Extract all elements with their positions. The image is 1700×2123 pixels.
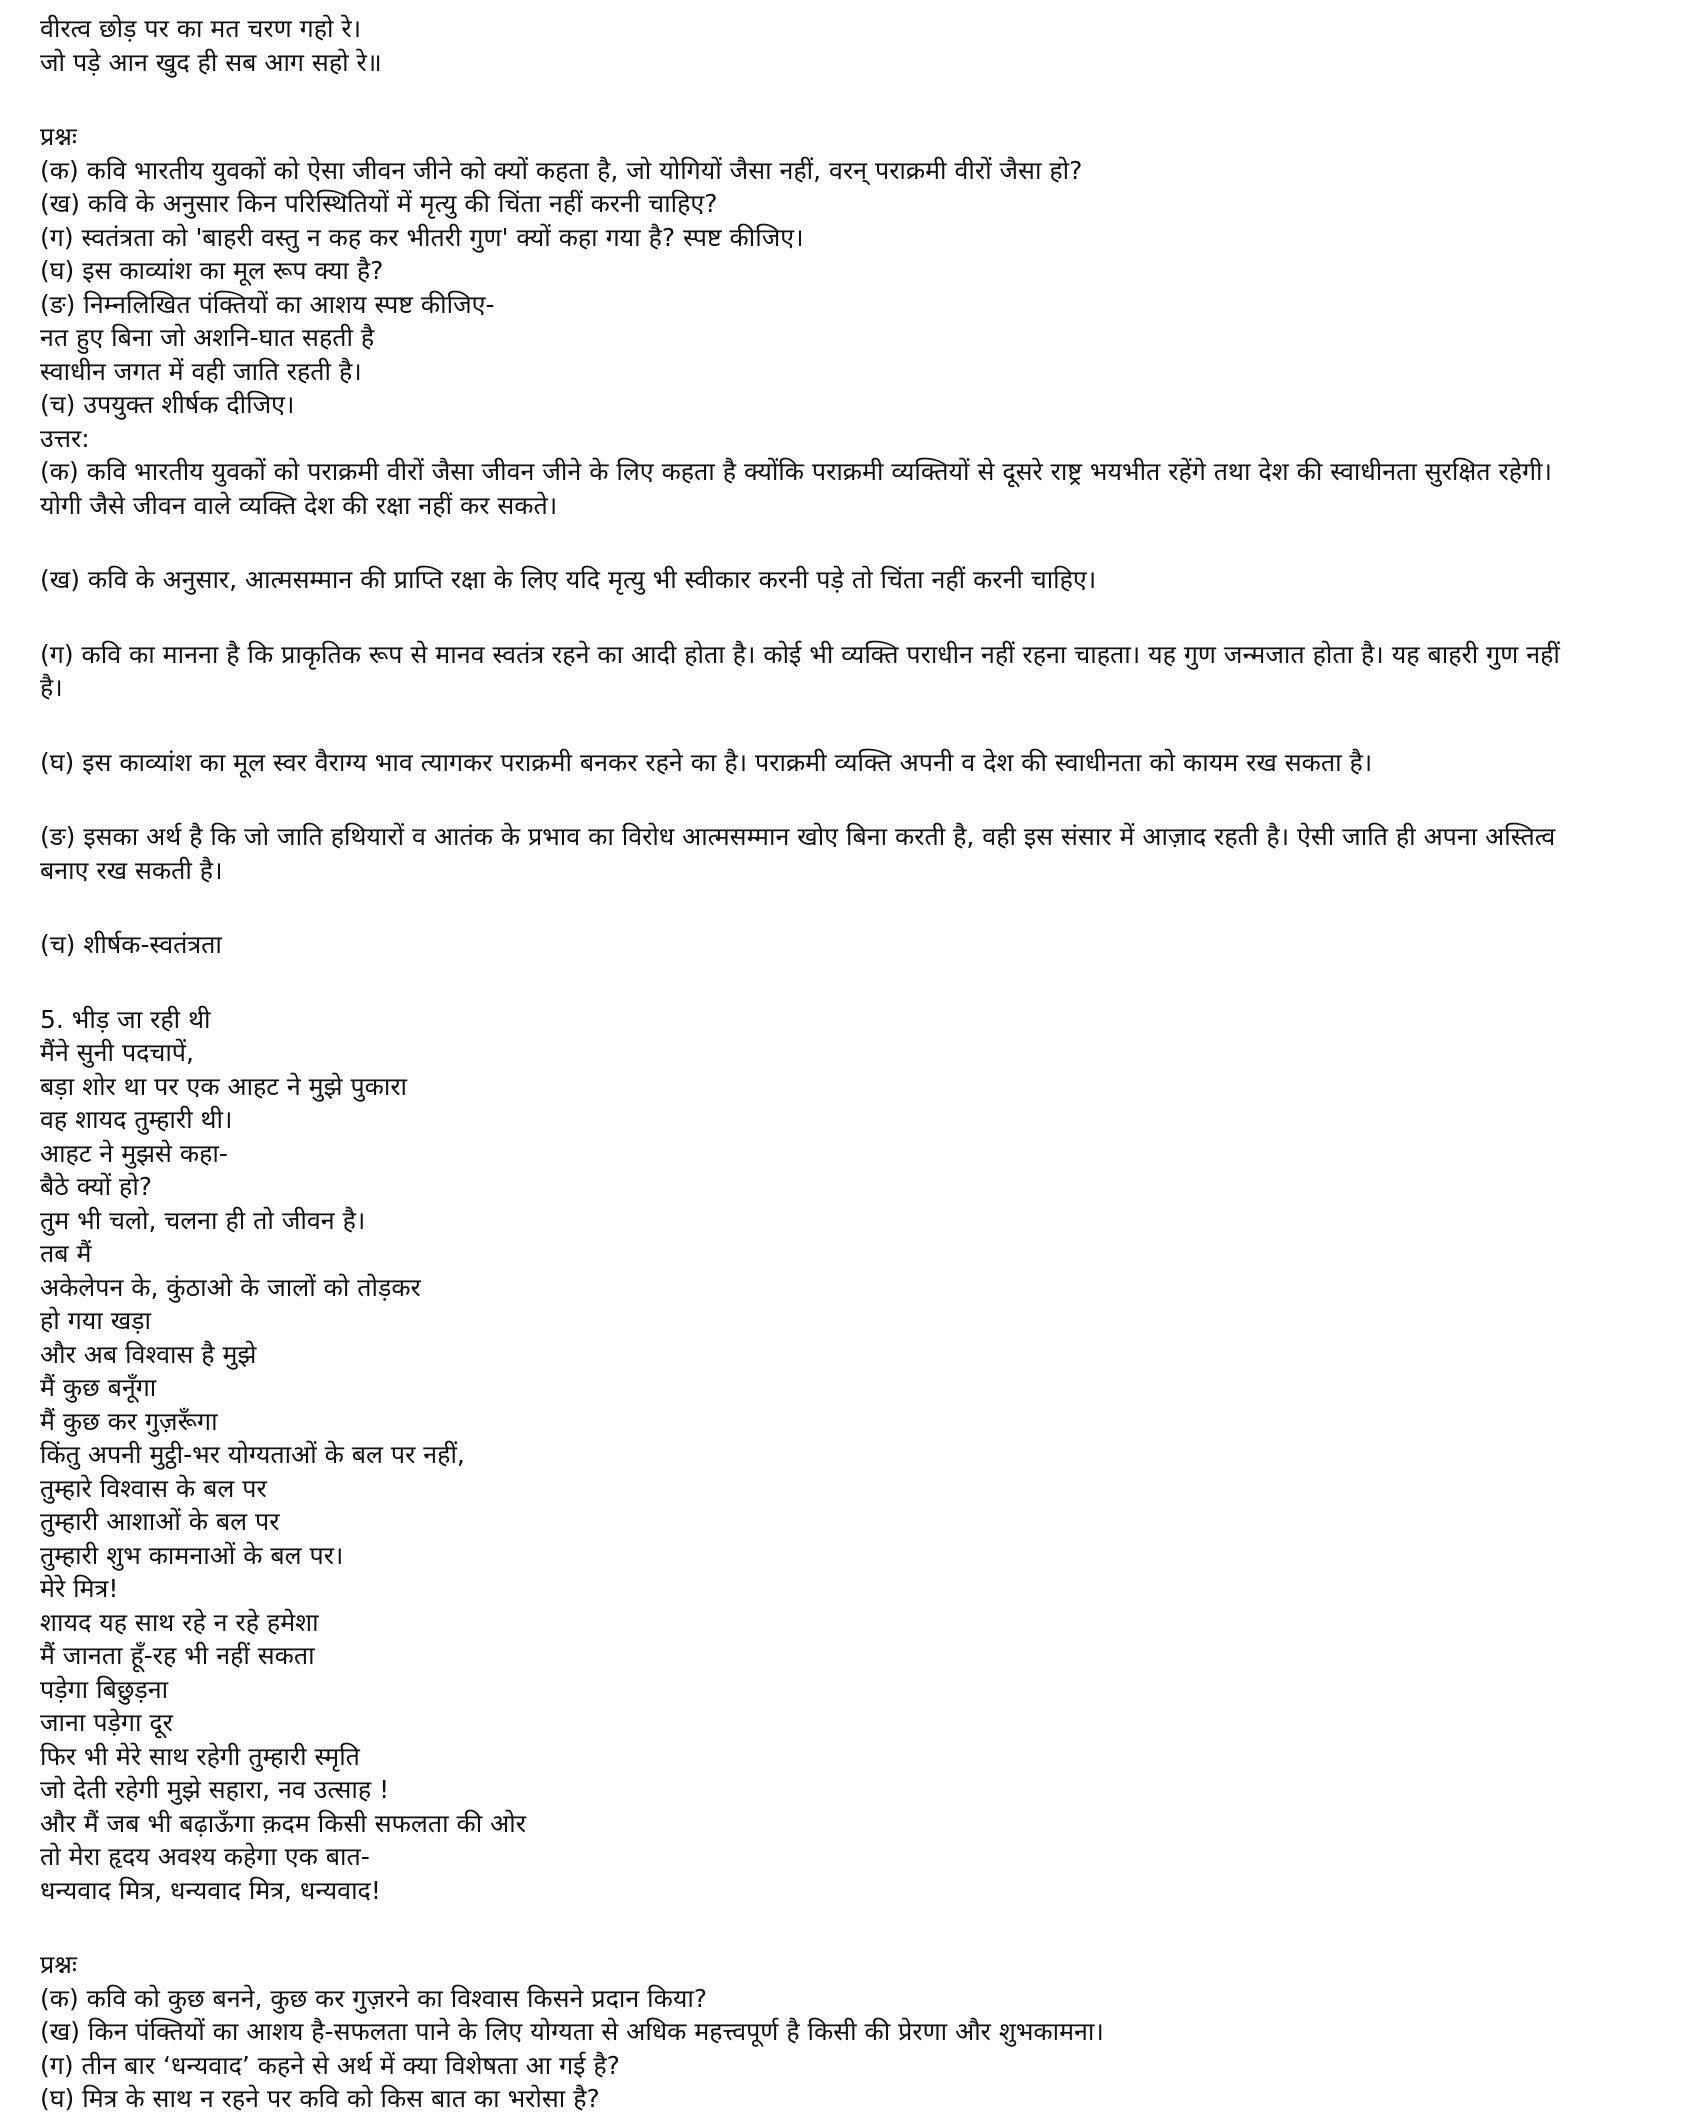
poem-line: वीरत्व छोड़ पर का मत चरण गहो रे।	[40, 14, 362, 43]
poem-line: वह शायद तुम्हारी थी।	[40, 1105, 233, 1134]
poem-line: मैंने सुनी पदचापें,	[40, 1038, 194, 1067]
answer-cha: (च) शीर्षक-स्वतंत्रता	[40, 930, 222, 959]
question-item: (क) कवि को कुछ बनने, कुछ कर गुज़रने का विश्वास किसने प्रदान किया?	[40, 1983, 708, 2013]
question-item: (घ) इस काव्यांश का मूल रूप क्या है?	[40, 256, 384, 285]
question-item: (ग) तीन बार ‘धन्यवाद’ कहने से अर्थ में क्या विशेषता आ गई है?	[40, 2050, 620, 2080]
question-item: (क) कवि भारतीय युवकों को ऐसा जीवन जीने को क्यों कहता है, जो योगियों जैसा नहीं, वरन् पराक्रमी वीरों जैसा हो?	[40, 155, 1083, 185]
poem-line: फिर भी मेरे साथ रहेगी तुम्हारी स्मृति	[40, 1741, 360, 1771]
answer-nga-line: बनाए रख सकती है।	[40, 855, 223, 885]
poem-line: जो पड़े आन खुद ही सब आग सहो रे॥	[40, 47, 382, 77]
poem-end	[40, 12, 1665, 79]
question-item: (ख) कवि के अनुसार किन परिस्थितियों में मृत्यु की चिंता नहीं करनी चाहिए?	[40, 189, 718, 218]
poem-line: मैं जानता हूँ-रह भी नहीं सकता	[40, 1641, 315, 1670]
spacer	[40, 79, 1665, 120]
poem-line: तुम्हारी आशाओं के बल पर	[40, 1507, 280, 1536]
poem-line: शायद यह साथ रहे न रहे हमेशा	[40, 1607, 319, 1637]
poem-line: जो देती रहेगी मुझे सहारा, नव उत्साह !	[40, 1775, 390, 1804]
answer-gha: (घ) इस काव्यांश का मूल स्वर वैराग्य भाव त्यागकर पराक्रमी बनकर रहने का है। पराक्रमी व्यक्ति अपनी व देश की स्वाधीनता को कायम रख सकता है।	[40, 747, 1373, 777]
answer-ka-line: (क) कवि भारतीय युवकों को पराक्रमी वीरों जैसा जीवन जीने के लिए कहता है क्योंकि पराक्रमी व्यक्तियों से दूसरे राष्ट्र भयभीत रहेंगे तथा देश की स्वाधीनता सुरक्षित रहेगी।	[40, 457, 1552, 486]
poem-line: तब मैं	[40, 1239, 92, 1268]
spacer	[40, 522, 1665, 563]
poem-line: जाना पड़ेगा दूर	[40, 1708, 173, 1737]
questions-block-1	[40, 120, 1665, 422]
poem-line: किंतु अपनी मुट्ठी-भर योग्यताओं के बल पर नहीं,	[40, 1440, 465, 1469]
poem-line: मैं कुछ बनूँगा	[40, 1373, 157, 1402]
question-item: (च) उपयुक्त शीर्षक दीजिए।	[40, 390, 295, 419]
poem-line: धन्यवाद मित्र, धन्यवाद मित्र, धन्यवाद!	[40, 1875, 381, 1905]
question-item: (ङ) निम्नलिखित पंक्तियों का आशय स्पष्ट कीजिए-	[40, 289, 495, 319]
answers-heading: उत्तर:	[40, 423, 90, 453]
answer-ga-line: (ग) कवि का मानना है कि प्राकृतिक रूप से मानव स्वतंत्र रहने का आदी होता है। कोई भी व्यक्ति पराधीन नहीं रहना चाहता। यह गुण जन्मजात होता है। यह बाहरी गुण नहीं	[40, 639, 1560, 669]
poem-5	[40, 1003, 1665, 1908]
poem-line: अकेलेपन के, कुंठाओ के जालों को तोड़कर	[40, 1272, 421, 1302]
questions-heading: प्रश्नः	[40, 122, 77, 151]
poem-line: बैठे क्यों हो?	[40, 1172, 153, 1201]
quoted-line: स्वाधीन जगत में वही जाति रहती है।	[40, 356, 362, 386]
answer-kha: (ख) कवि के अनुसार, आत्मसम्मान की प्राप्ति रक्षा के लिए यदि मृत्यु भी स्वीकार करनी पड़े तो चिंता नहीं करनी चाहिए।	[40, 565, 1097, 594]
questions-heading: प्रश्नः	[40, 1950, 77, 1979]
spacer	[40, 1907, 1665, 1948]
question-item: (ग) स्वतंत्रता को 'बाहरी वस्तु न कह कर भीतरी गुण' क्यों कहा गया है? स्पष्ट कीजिए।	[40, 222, 804, 252]
poem-line: तो मेरा हृदय अवश्य कहेगा एक बात-	[40, 1842, 370, 1871]
question-item: (घ) मित्र के साथ न रहने पर कवि को किस बात का भरोसा है?	[40, 2084, 600, 2113]
poem-line: बड़ा शोर था पर एक आहट ने मुझे पुकारा	[40, 1071, 408, 1101]
poem-line: आहट ने मुझसे कहा-	[40, 1138, 228, 1168]
poem-line: तुम्हारे विश्वास के बल पर	[40, 1473, 267, 1503]
spacer	[40, 779, 1665, 820]
spacer	[40, 887, 1665, 928]
poem-line: पड़ेगा बिछुड़ना	[40, 1674, 169, 1704]
document-page	[40, 12, 1665, 2116]
spacer	[40, 705, 1665, 746]
poem-line: मैं कुछ कर गुज़रूँगा	[40, 1406, 218, 1436]
questions-block-2	[40, 1948, 1665, 2116]
poem-line: मेरे मित्र!	[40, 1574, 119, 1603]
spacer	[40, 962, 1665, 1003]
poem-line: हो गया खड़ा	[40, 1306, 151, 1335]
poem-line: तुम भी चलो, चलना ही तो जीवन है।	[40, 1205, 366, 1235]
answer-ga-line: है।	[40, 673, 63, 702]
question-item: (ख) किन पंक्तियों का आशय है-सफलता पाने के लिए योग्यता से अधिक महत्त्वपूर्ण है किसी की प्रेरणा और शुभकामना।	[40, 2017, 1104, 2046]
answers-block-1	[40, 422, 1665, 962]
poem-line: और मैं जब भी बढ़ाऊँगा क़दम किसी सफलता की ओर	[40, 1808, 526, 1838]
quoted-line: नत हुए बिना जो अशनि-घात सहती है	[40, 323, 375, 352]
answer-nga-line: (ङ) इसका अर्थ है कि जो जाति हथियारों व आतंक के प्रभाव का विरोध आत्मसम्मान खोए बिना करती है, वही इस संसार में आज़ाद रहती है। ऐसी जाति ही अपना अस्तित्व	[40, 822, 1556, 851]
poem-line: और अब विश्वास है मुझे	[40, 1339, 257, 1369]
answer-ka-line: योगी जैसे जीवन वाले व्यक्ति देश की रक्षा नहीं कर सकते।	[40, 490, 558, 520]
spacer	[40, 597, 1665, 638]
poem-line: तुम्हारी शुभ कामनाओं के बल पर।	[40, 1540, 344, 1570]
poem-line: 5. भीड़ जा रही थी	[40, 1004, 211, 1034]
